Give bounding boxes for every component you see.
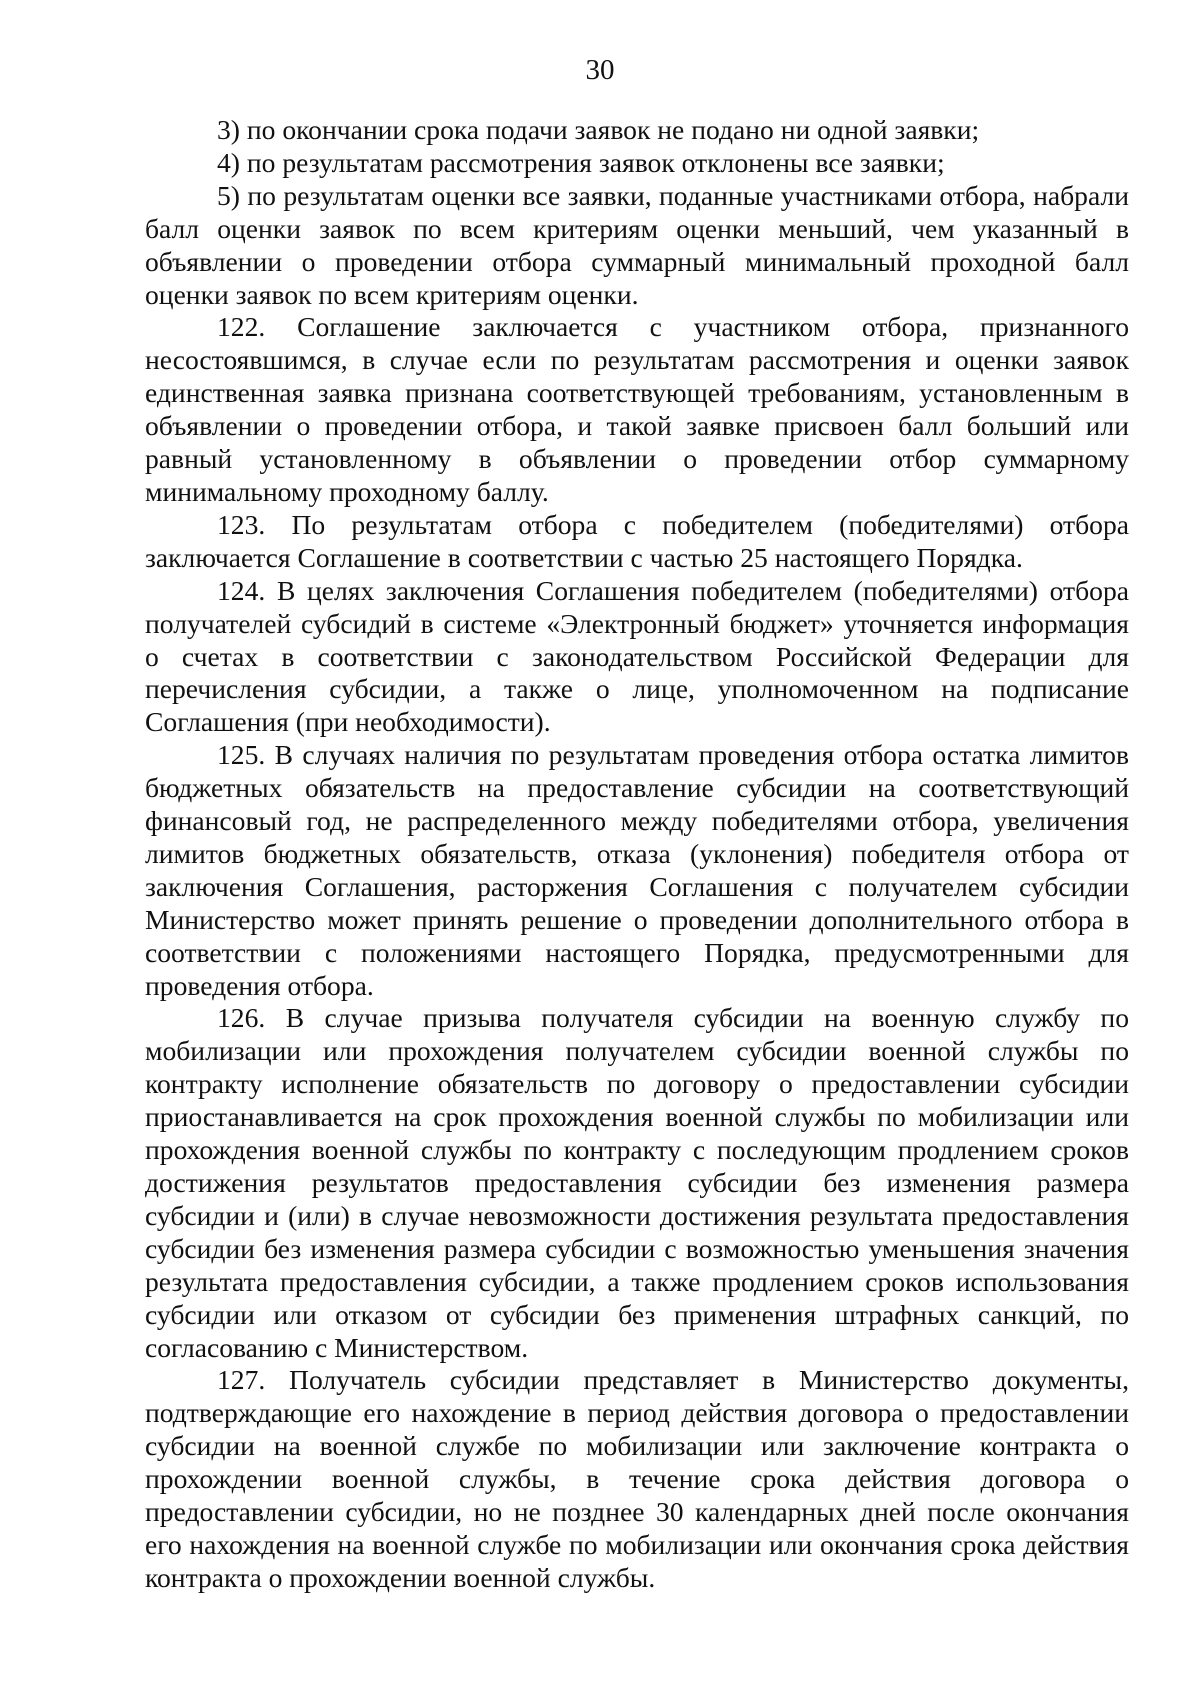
clause-124: 124. В целях заключения Соглашения победителем (победителями) отбора получателей субсидий в системе «Электронный бюджет» уточняется информация о счетах в соответствии с законодательством Российской Федерации для перечисления субсидии, а также о лице, уполномоченном на подписание Соглашения (при необходимости).	[145, 574, 1129, 738]
clause-125: 125. В случаях наличия по результатам проведения отбора остатка лимитов бюджетных обязательств на предоставление субсидии на соответствующий финансовый год, не распределенного между победителями отбора, увеличения лимитов бюджетных обязательств, отказа (уклонения) победителя отбора от заключения Соглашения, расторжения Соглашения с получателем субсидии Министерство может принять решение о проведении дополнительного отбора в соответствии с положениями настоящего Порядка, предусмотренными для проведения отбора.	[145, 739, 1129, 1001]
document-body	[145, 114, 1129, 1595]
list-item-3: 3) по окончании срока подачи заявок не подано ни одной заявки;	[217, 114, 980, 145]
list-item-5: 5) по результатам оценки все заявки, поданные участниками отбора, набрали балл оценки заявок по всем критериям оценки меньший, чем указанный в объявлении о проведении отбора суммарный минимальный проходной балл оценки заявок по всем критериям оценки.	[145, 179, 1129, 310]
clause-122: 122. Соглашение заключается с участником отбора, признанного несостоявшимся, в случае если по результатам рассмотрения и оценки заявок единственная заявка признана соответствующей требованиям, установленным в объявлении о проведении отбора, и такой заявке присвоен балл больший или равный установленному в объявлении о проведении отбор суммарному минимальному проходному баллу.	[145, 311, 1129, 507]
clause-127: 127. Получатель субсидии представляет в Министерство документы, подтверждающие его нахождение в период действия договора о предоставлении субсидии на военной службе по мобилизации или заключение контракта о прохождении военной службы, в течение срока действия договора о предоставлении субсидии, но не позднее 30 календарных дней после окончания его нахождения на военной службе по мобилизации или окончания срока действия контракта о прохождении военной службы.	[145, 1364, 1129, 1593]
clause-126: 126. В случае призыва получателя субсидии на военную службу по мобилизации или прохождения получателем субсидии военной службы по контракту исполнение обязательств по договору о предоставлении субсидии приостанавливается на срок прохождения военной службы по мобилизации или прохождения военной службы по контракту с последующим продлением сроков достижения результатов предоставления субсидии без изменения размера субсидии и (или) в случае невозможности достижения результата предоставления субсидии без изменения размера субсидии с возможностью уменьшения значения результата предоставления субсидии, а также продлением сроков использования субсидии или отказом от субсидии без применения штрафных санкций, по согласованию с Министерством.	[145, 1002, 1129, 1363]
clause-123: 123. По результатам отбора с победителем (победителями) отбора заключается Соглашение в соответствии с частью 25 настоящего Порядка.	[145, 508, 1129, 573]
list-item-4: 4) по результатам рассмотрения заявок отклонены все заявки;	[217, 146, 945, 178]
page-number: 30	[585, 54, 615, 86]
